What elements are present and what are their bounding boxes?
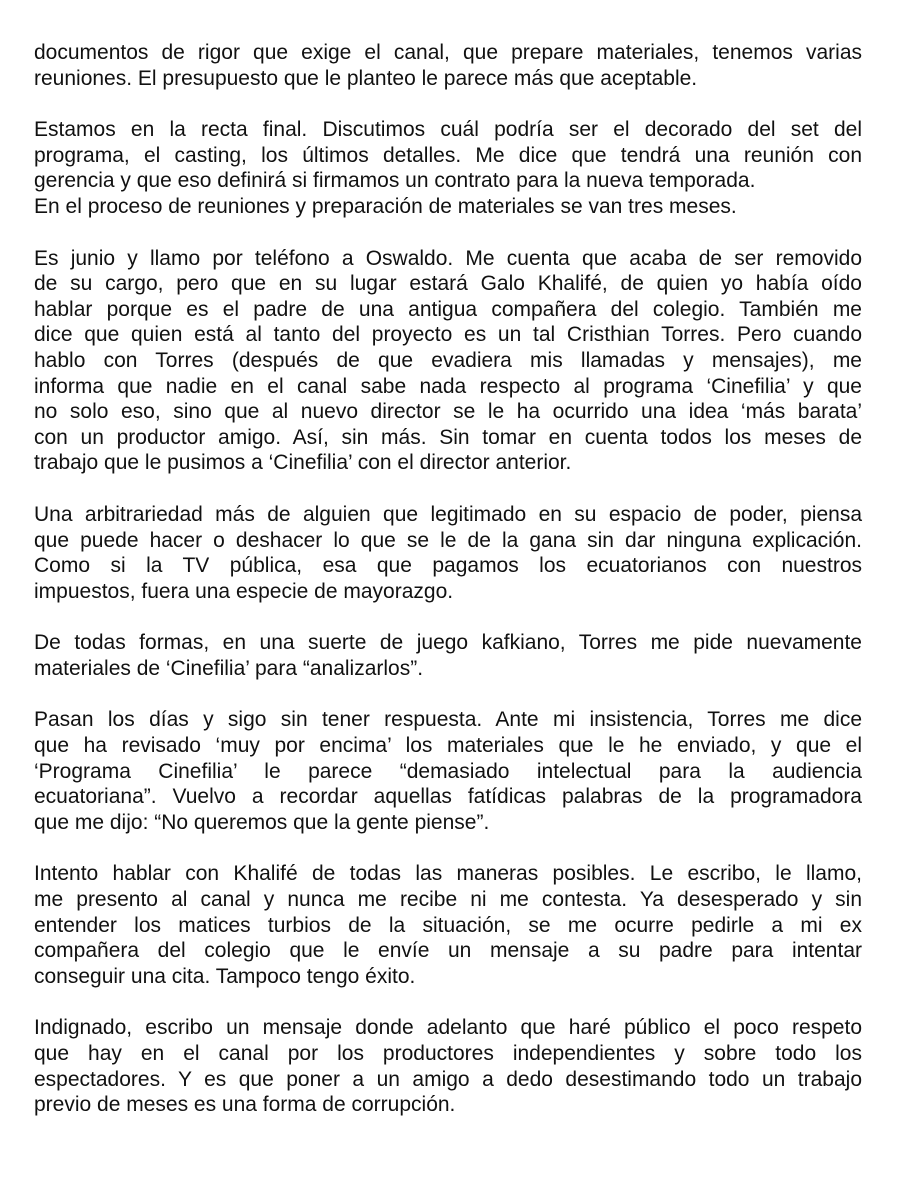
text-line: ‘Programa Cinefilia’ le parece “demasiado intelectual para la audiencia xyxy=(34,759,862,783)
paragraph xyxy=(34,707,862,835)
text-line: hablo con Torres (después de que evadiera mis llamadas y mensajes), me xyxy=(34,348,862,372)
text-line: conseguir una cita. Tampoco tengo éxito. xyxy=(34,964,416,988)
text-line: Pasan los días y sigo sin tener respuesta. Ante mi insistencia, Torres me dice xyxy=(34,708,862,732)
text-line: Es junio y llamo por teléfono a Oswaldo. Me cuenta que acaba de ser removido xyxy=(34,246,862,270)
text-line: Indignado, escribo un mensaje donde adelanto que haré público el poco respeto xyxy=(34,1016,862,1040)
text-line: gerencia y que eso definirá si firmamos un contrato para la nueva temporada. xyxy=(34,169,756,193)
text-line: previo de meses es una forma de corrupción. xyxy=(34,1093,456,1117)
text-line: ecuatoriana”. Vuelvo a recordar aquellas fatídicas palabras de la programadora xyxy=(34,785,862,809)
paragraph xyxy=(34,40,862,91)
text-line: Una arbitrariedad más de alguien que legitimado en su espacio de poder, piensa xyxy=(34,502,862,526)
paragraph xyxy=(34,246,862,476)
text-line: reuniones. El presupuesto que le planteo le parece más que aceptable. xyxy=(34,66,698,90)
paragraph xyxy=(34,630,862,681)
text-line: de su cargo, pero que en su lugar estará Galo Khalifé, de quien yo había oído xyxy=(34,272,862,296)
text-line: no solo eso, sino que al nuevo director se le ha ocurrido una idea ‘más barata’ xyxy=(34,400,862,424)
text-line: informa que nadie en el canal sabe nada respecto al programa ‘Cinefilia’ y que xyxy=(34,374,862,398)
paragraph xyxy=(34,861,862,989)
text-line: me presento al canal y nunca me recibe ni me contesta. Ya desesperado y sin xyxy=(34,888,862,912)
text-line: De todas formas, en una suerte de juego kafkiano, Torres me pide nuevamente xyxy=(34,631,862,655)
paragraph xyxy=(34,117,862,219)
text-line: Intento hablar con Khalifé de todas las maneras posibles. Le escribo, le llamo, xyxy=(34,862,862,886)
text-line: con un productor amigo. Así, sin más. Sin tomar en cuenta todos los meses de xyxy=(34,425,862,449)
text-line: dice que quien está al tanto del proyecto es un tal Cristhian Torres. Pero cuando xyxy=(34,323,862,347)
paragraph xyxy=(34,502,862,604)
text-line: que ha revisado ‘muy por encima’ los materiales que le he enviado, y que el xyxy=(34,734,862,758)
text-line: hablar porque es el padre de una antigua compañera del colegio. También me xyxy=(34,297,862,321)
paragraph xyxy=(34,1015,862,1117)
text-line: Estamos en la recta final. Discutimos cuál podría ser el decorado del set del xyxy=(34,118,862,142)
text-line: materiales de ‘Cinefilia’ para “analizarlos”. xyxy=(34,656,424,680)
text-line: trabajo que le pusimos a ‘Cinefilia’ con el director anterior. xyxy=(34,451,572,475)
text-line: documentos de rigor que exige el canal, que prepare materiales, tenemos varias xyxy=(34,41,862,64)
text-line: impuestos, fuera una especie de mayorazgo. xyxy=(34,579,454,603)
text-line: En el proceso de reuniones y preparación de materiales se van tres meses. xyxy=(34,194,737,218)
text-line: que hay en el canal por los productores independientes y sobre todo los xyxy=(34,1042,862,1065)
text-line: que puede hacer o deshacer lo que se le de la gana sin dar ninguna explicación. xyxy=(34,528,862,552)
text-line: que me dijo: “No queremos que la gente piense”. xyxy=(34,810,490,834)
text-line: programa, el casting, los últimos detalles. Me dice que tendrá una reunión con xyxy=(34,143,862,167)
text-line: espectadores. Y es que poner a un amigo a dedo desestimando todo un trabajo xyxy=(34,1067,862,1091)
text-line: Como si la TV pública, esa que pagamos los ecuatorianos con nuestros xyxy=(34,554,862,578)
text-line: compañera del colegio que le envíe un mensaje a su padre para intentar xyxy=(34,939,862,963)
text-line: entender los matices turbios de la situación, se me ocurre pedirle a mi ex xyxy=(34,913,862,937)
